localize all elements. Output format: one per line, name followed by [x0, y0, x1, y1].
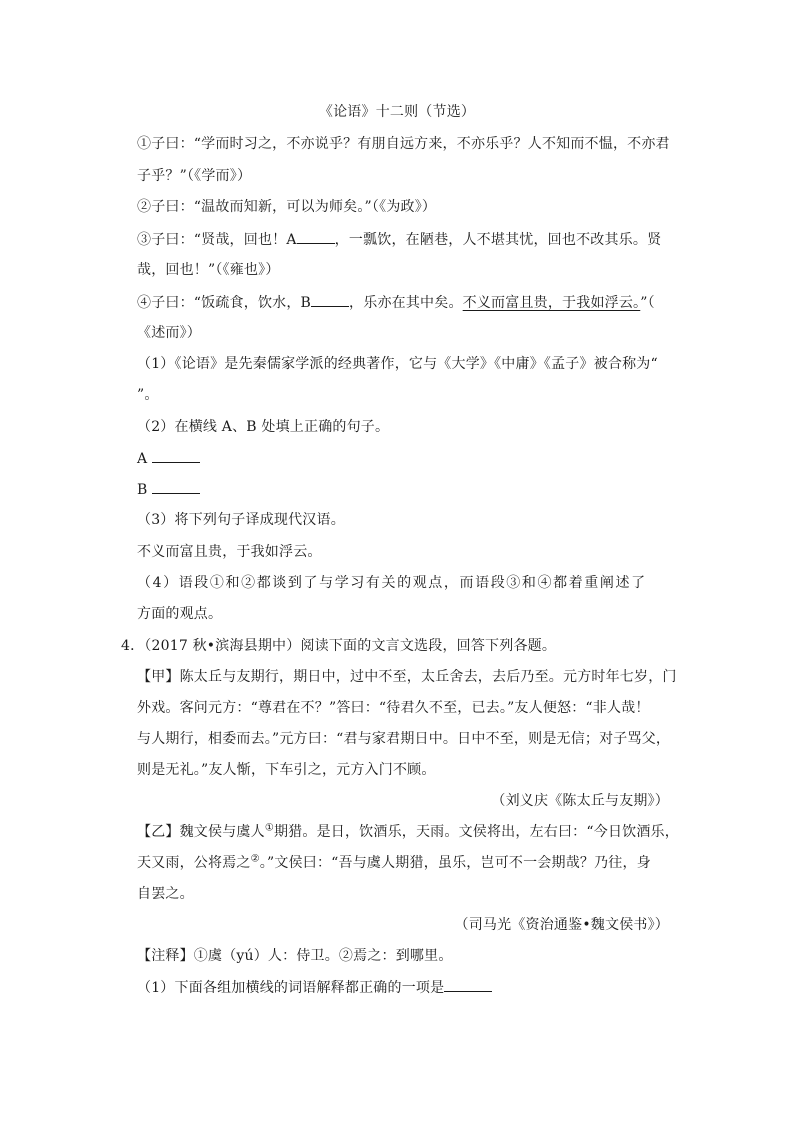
passage-item-4-line-2: 《述而》） — [137, 325, 201, 341]
answer-blank-a[interactable] — [152, 448, 200, 463]
passage-title: 《论语》十二则（节选） — [318, 104, 476, 120]
sub-question-1 — [137, 977, 492, 998]
yi-line-1-end: 期猎。是日，饮酒乐，天雨。文侯将出，左右曰：“今日饮酒乐， — [273, 824, 679, 840]
item-4-text-mid: ，乐亦在其中矣。 — [349, 295, 463, 311]
yi-line-1-start: 【乙】魏文侯与虞人 — [137, 824, 265, 840]
yi-line-2-end: 。”文侯曰：“吾与虞人期猎，虽乐，岂可不一会期哉？乃往，身 — [259, 855, 651, 871]
sub-question-1-blank[interactable] — [444, 977, 492, 992]
jia-passage-line-1: 【甲】陈太丘与友期行，期日中，过中不至，太丘舍去，去后乃至。元方时年七岁，门 — [137, 669, 677, 685]
jia-passage-line-2: 外戏。客问元方：“尊君在不？”答曰：“待君久不至，已去。”友人便怒：“非人哉！ — [137, 700, 650, 716]
sub-question-1-text: （1）下面各组加横线的词语解释都正确的一项是 — [137, 980, 445, 996]
question-4-line-1: （4）语段①和②都谈到了与学习有关的观点，而语段③和④都着重阐述了 — [137, 575, 647, 591]
jia-passage-source: （刘义庆《陈太丘与友期》） — [491, 793, 669, 809]
passage-item-3-line-2: 哉，回也！”（《雍也》） — [137, 262, 280, 278]
yi-line-2-start: 天又雨，公将焉之 — [137, 855, 251, 871]
yi-passage-source: （司马光《资治通鉴•魏文侯书》） — [454, 917, 669, 933]
annotation-notes: 【注释】①虞（yú）人：侍卫。②焉之：到哪里。 — [137, 948, 453, 964]
section-4-header: 4．（2017 秋•滨海县期中）阅读下面的文言文选段，回答下列各题。 — [121, 638, 557, 654]
answer-line-b — [137, 479, 200, 500]
passage-item-2: ②子曰：“温故而知新，可以为师矣。”（《为政》） — [137, 199, 437, 215]
answer-label-a: A — [137, 451, 148, 467]
item-3-text-end: ，一瓢饮，在陋巷，人不堪其忧，回也不改其乐。贤 — [334, 232, 662, 248]
blank-a[interactable] — [297, 229, 335, 244]
yi-passage-line-3: 自罢之。 — [137, 886, 194, 902]
question-2: （2）在横线 A、B 处填上正确的句子。 — [137, 419, 390, 435]
answer-blank-b[interactable] — [152, 479, 200, 494]
note-1-marker: ① — [264, 822, 274, 834]
passage-item-1-line-1: ①子曰：“学而时习之，不亦说乎？有朋自远方来，不亦乐乎？人不知而不愠，不亦君 — [137, 136, 670, 152]
question-3: （3）将下列句子译成现代汉语。 — [137, 512, 345, 528]
yi-passage-line-2 — [137, 853, 651, 873]
question-3-sentence: 不义而富且贵，于我如浮云。 — [137, 544, 322, 560]
note-2-marker: ② — [250, 853, 260, 865]
item-4-text-start: ④子曰：“饭疏食，饮水，B — [137, 295, 312, 311]
yi-passage-line-1 — [137, 822, 679, 842]
answer-line-a — [137, 448, 200, 469]
blank-b[interactable] — [311, 292, 349, 307]
jia-passage-line-3: 与人期行，相委而去。”元方曰：“君与家君期日中。日中不至，则是无信；对子骂父， — [137, 731, 671, 747]
question-4-line-2: 方面的观点。 — [137, 606, 223, 622]
underlined-sentence: 不义而富且贵，于我如浮云。 — [462, 295, 641, 311]
answer-label-b: B — [137, 482, 148, 498]
question-1-line-2: ”。 — [137, 387, 159, 403]
passage-item-4-line-1 — [137, 292, 655, 313]
question-1-line-1: （1）《论语》是先秦儒家学派的经典著作，它与《大学》《中庸》《孟子》被合称为“ — [137, 356, 658, 372]
passage-item-3-line-1 — [137, 229, 661, 250]
item-4-text-end: ”（ — [640, 295, 655, 311]
item-3-text-start: ③子曰：“贤哉，回也！A — [137, 232, 297, 248]
passage-item-1-line-2: 子乎？”（《学而》） — [137, 168, 252, 184]
jia-passage-line-4: 则是无礼。”友人惭，下车引之，元方入门不顾。 — [137, 762, 436, 778]
